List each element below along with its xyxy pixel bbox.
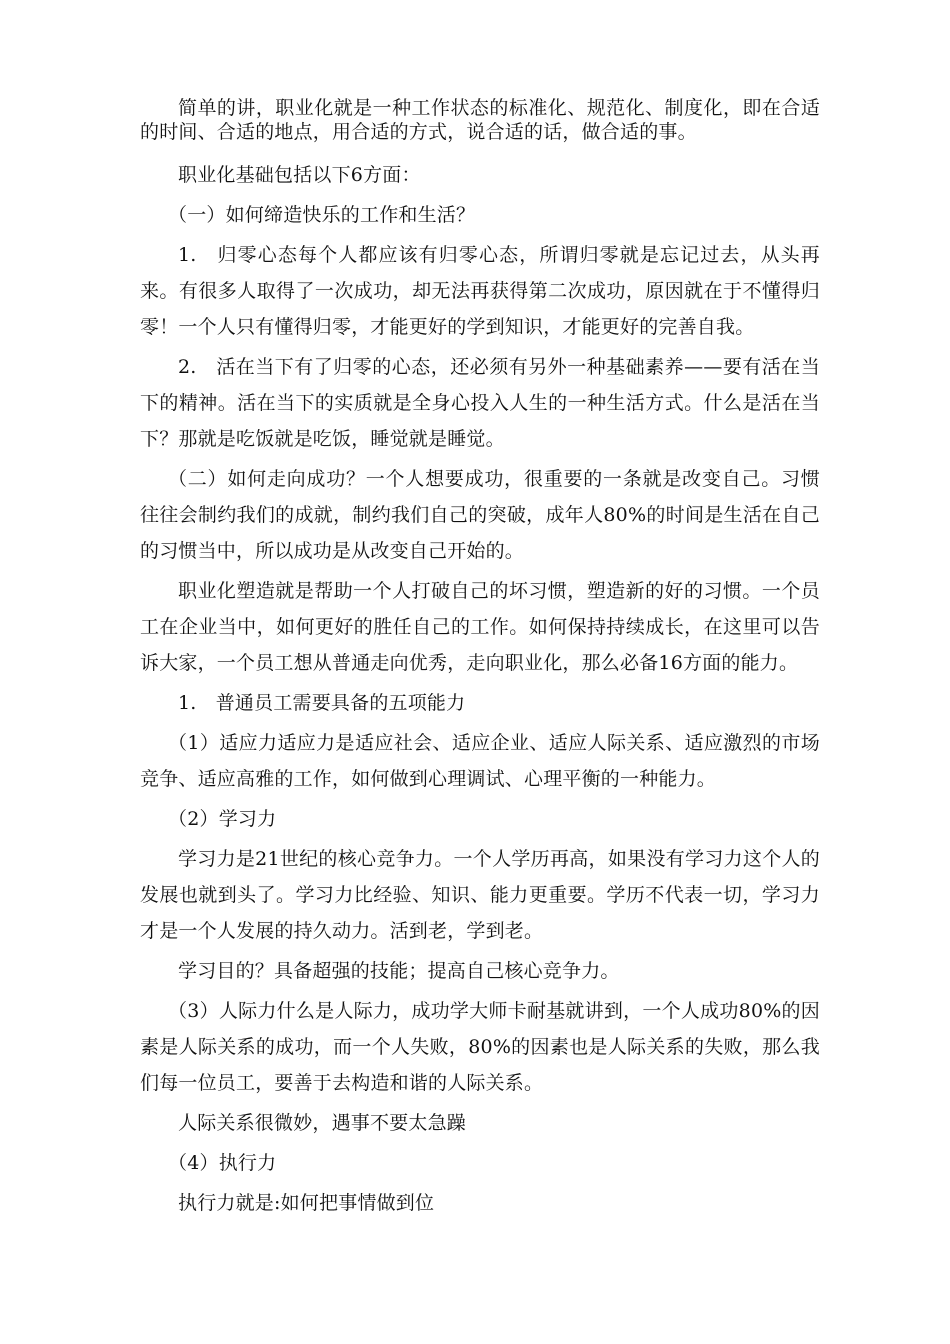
paragraph-live-present: 2. 活在当下有了归零的心态，还必须有另外一种基础素养——要有活在当下的精神。活在当下的实质就是全身心投入人生的一种生活方式。什么是活在当下？那就是吃饭就是吃饭，睡觉就是睡觉。 <box>140 356 820 450</box>
paragraph-professional-shaping: 职业化塑造就是帮助一个人打破自己的坏习惯，塑造新的好的习惯。一个员工在企业当中，如何更好的胜任自己的工作。如何保持持续成长，在这里可以告诉大家，一个员工想从普通走向优秀，走向职业化，那么必备16方面的能力。 <box>140 580 820 674</box>
paragraph-foundation-intro: 职业化基础包括以下6方面： <box>178 164 421 186</box>
paragraph-adaptability: （1）适应力适应力是适应社会、适应企业、适应人际关系、适应激烈的市场竞争、适应高雅的工作，如何做到心理调试、心理平衡的一种能力。 <box>140 732 820 790</box>
heading-learning: （2）学习力 <box>168 808 277 830</box>
paragraph-definition: 简单的讲，职业化就是一种工作状态的标准化、规范化、制度化，即在合适的时间、合适的地点，用合适的方式，说合适的话，做合适的事。 <box>140 97 820 143</box>
document-page <box>140 96 820 1225</box>
paragraph-section-two: （二）如何走向成功？一个人想要成功，很重要的一条就是改变自己。习惯往往会制约我们的成就，制约我们自己的突破，成年人80%的时间是生活在自己的习惯当中，所以成功是从改变自己开始的。 <box>140 468 820 562</box>
paragraph-execution: 执行力就是:如何把事情做到位 <box>178 1192 435 1214</box>
paragraph-interpersonal: （3）人际力什么是人际力，成功学大师卡耐基就讲到，一个人成功80%的因素是人际关系的成功，而一个人失败，80%的因素也是人际关系的失败，那么我们每一位员工，要善于去构造和谐的人际关系。 <box>140 1000 820 1094</box>
heading-execution: （4）执行力 <box>168 1152 277 1174</box>
paragraph-learning: 学习力是21世纪的核心竞争力。一个人学历再高，如果没有学习力这个人的发展也就到头了。学习力比经验、知识、能力更重要。学历不代表一切，学习力才是一个人发展的持久动力。活到老，学到老。 <box>140 848 820 942</box>
paragraph-interpersonal-note: 人际关系很微妙，遇事不要太急躁 <box>178 1112 467 1134</box>
paragraph-zero-mindset: 1. 归零心态每个人都应该有归零心态，所谓归零就是忘记过去，从头再来。有很多人取得了一次成功，却无法再获得第二次成功，原因就在于不懂得归零！一个人只有懂得归零，才能更好的学到知识，才能更好的完善自我。 <box>140 244 820 338</box>
heading-section-one: （一）如何缔造快乐的工作和生活？ <box>168 204 476 226</box>
heading-five-abilities: 1. 普通员工需要具备的五项能力 <box>178 692 466 714</box>
paragraph-learning-purpose: 学习目的？具备超强的技能；提高自己核心竞争力。 <box>178 960 620 982</box>
